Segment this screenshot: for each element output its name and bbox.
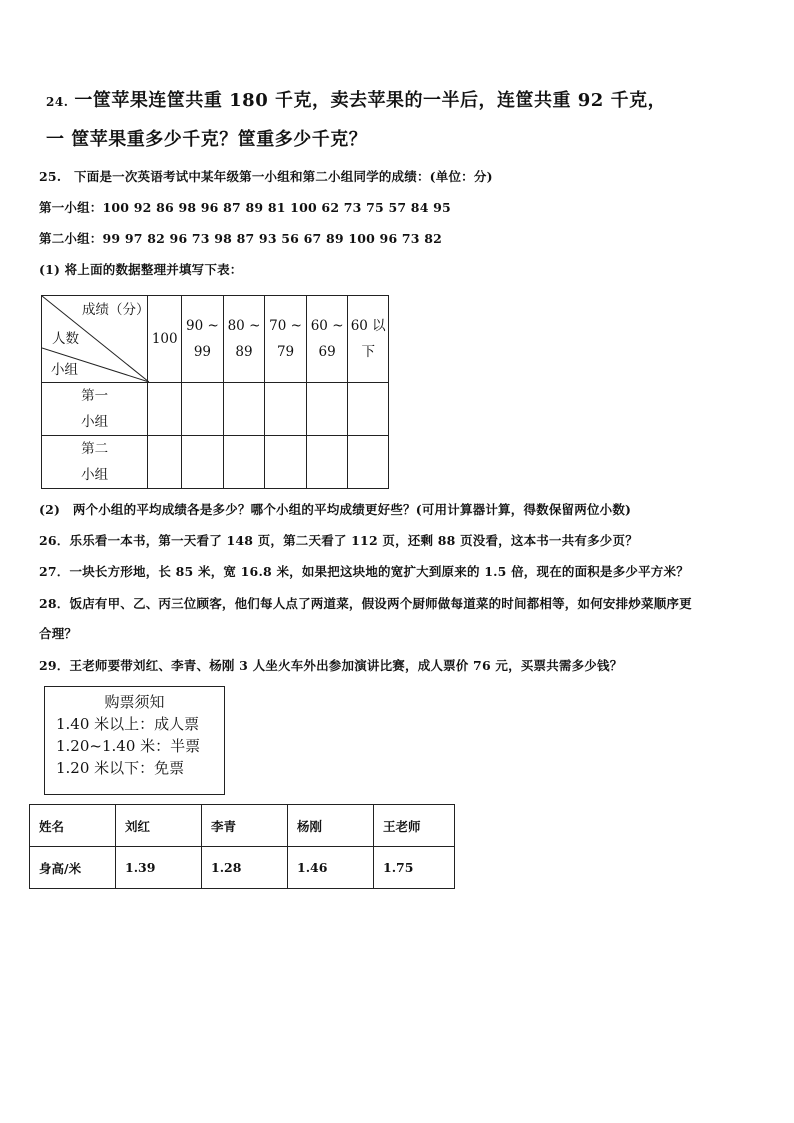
question-25-part-1: (1) 将上面的数据整理并填写下表： (39, 262, 243, 277)
question-26: 26．乐乐看一本书，第一天看了 148 页，第二天看了 112 页，还剩 88 页没看，这本书一共有多少页？ (39, 533, 638, 548)
header-90-99: 90 ~ 99 (182, 296, 224, 383)
question-27: 27．一块长方形地，长 85 米，宽 16.8 米，如果把这块地的宽扩大到原来的 1.5 倍，现在的面积是多少平方米？ (39, 564, 689, 579)
question-24-line-2: 一 筐苹果重多少千克？筐重多少千克？ (46, 129, 368, 150)
question-24-line-1 (46, 86, 666, 112)
table-row (30, 805, 455, 847)
blank-cell[interactable] (148, 436, 182, 489)
blank-cell[interactable] (306, 383, 348, 436)
blank-cell[interactable] (265, 383, 307, 436)
height-header-liuhong: 刘红 (116, 805, 202, 847)
blank-cell[interactable] (348, 436, 389, 489)
blank-cell[interactable] (223, 436, 265, 489)
height-value-yanggang: 1.46 (288, 847, 374, 889)
height-value-teacher: 1.75 (374, 847, 455, 889)
diagonal-label-group: 小组 (51, 362, 78, 378)
ticket-notice-title: 购票须知 (104, 693, 165, 711)
question-25-part-2: (2) 两个小组的平均成绩各是多少？哪个小组的平均成绩更好些？(可用计算器计算，得数保留两位小数) (39, 502, 632, 517)
table-row (42, 436, 389, 489)
header-below-60: 60 以 下 (348, 296, 389, 383)
blank-cell[interactable] (182, 436, 224, 489)
table-row (30, 847, 455, 889)
question-28-line-2: 合理？ (39, 626, 78, 641)
blank-cell[interactable] (182, 383, 224, 436)
row-label-group-2: 第二 小组 (42, 436, 148, 489)
table-row (42, 383, 389, 436)
height-table (29, 804, 455, 889)
question-28-line-1: 28．饭店有甲、乙、丙三位顾客，他们每人点了两道菜，假设两个厨师做每道菜的时间都相等，如何安排炒菜顺序更 (39, 596, 692, 611)
height-row-label: 身高/米 (30, 847, 116, 889)
blank-cell[interactable] (148, 383, 182, 436)
score-distribution-table (41, 295, 389, 489)
question-24-number: 24. (46, 95, 69, 109)
question-25-intro: 25. 下面是一次英语考试中某年级第一小组和第二小组同学的成绩：(单位：分) (39, 169, 493, 184)
ticket-rule-free: 1.20 米以下：免票 (56, 759, 185, 777)
height-value-liuhong: 1.39 (116, 847, 202, 889)
header-70-79: 70 ~ 79 (265, 296, 307, 383)
question-24-text-1: 一筐苹果连筐共重 180 千克，卖去苹果的一半后，连筐共重 92 千克， (74, 90, 667, 111)
row-label-group-1: 第一 小组 (42, 383, 148, 436)
height-header-liqing: 李青 (202, 805, 288, 847)
header-60-69: 60 ~ 69 (306, 296, 348, 383)
blank-cell[interactable] (223, 383, 265, 436)
diagonal-header-cell (42, 296, 148, 383)
question-25-group1-scores: 第一小组：100 92 86 98 96 87 89 81 100 62 73 75 57 84 95 (39, 200, 451, 215)
question-29: 29．王老师要带刘红、李青、杨刚 3 人坐火车外出参加演讲比赛，成人票价 76 元，买票共需多少钱？ (39, 658, 623, 673)
header-100: 100 (148, 296, 182, 383)
blank-cell[interactable] (265, 436, 307, 489)
blank-cell[interactable] (306, 436, 348, 489)
blank-cell[interactable] (348, 383, 389, 436)
diagonal-label-count: 人数 (52, 331, 79, 347)
height-header-yanggang: 杨刚 (288, 805, 374, 847)
header-80-89: 80 ~ 89 (223, 296, 265, 383)
ticket-rule-half: 1.20~1.40 米：半票 (56, 737, 201, 755)
height-value-liqing: 1.28 (202, 847, 288, 889)
ticket-notice-box (44, 686, 225, 795)
diagonal-label-score: 成绩（分） (82, 302, 150, 318)
ticket-rule-adult: 1.40 米以上：成人票 (56, 715, 200, 733)
height-header-teacher: 王老师 (374, 805, 455, 847)
question-25-group2-scores: 第二小组：99 97 82 96 73 98 87 93 56 67 89 100 96 73 82 (39, 231, 443, 246)
height-header-name: 姓名 (30, 805, 116, 847)
